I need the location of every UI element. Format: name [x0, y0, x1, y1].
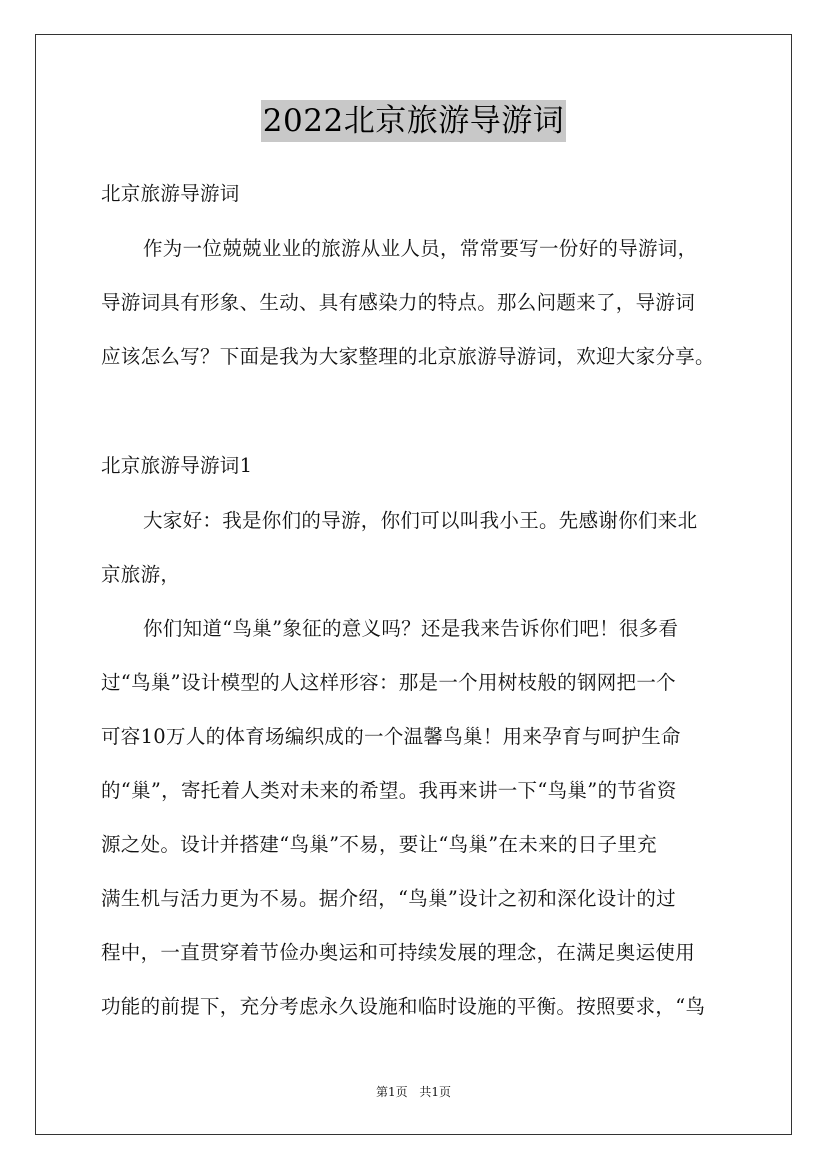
page-footer — [0, 1084, 827, 1100]
paragraph-line: 导游词具有形象、生动、具有感染力的特点。那么问题来了，导游词 — [101, 291, 696, 314]
paragraph-line: 大家好：我是你们的导游，你们可以叫我小王。先感谢你们来北 — [143, 509, 698, 532]
paragraph-line: 可容10万人的体育场编织成的一个温馨鸟巢！用来孕育与呵护生命 — [101, 725, 681, 748]
paragraph-line: 程中，一直贯穿着节俭办奥运和可持续发展的理念，在满足奥运使用 — [101, 941, 696, 964]
paragraph-line: 应该怎么写？下面是我为大家整理的北京旅游导游词，欢迎大家分享。 — [101, 345, 715, 368]
paragraph-line: 过“鸟巢”设计模型的人这样形容：那是一个用树枝般的钢网把一个 — [101, 671, 676, 694]
subtitle: 北京旅游导游词 — [101, 182, 240, 205]
paragraph-line: 京旅游， — [101, 563, 181, 586]
paragraph-line: 满生机与活力更为不易。据介绍，“鸟巢”设计之初和深化设计的过 — [101, 887, 676, 910]
page-number: 第1页 — [375, 1085, 408, 1099]
paragraph-line: 源之处。设计并搭建“鸟巢”不易，要让“鸟巢”在未来的日子里充 — [101, 833, 657, 856]
document-title: 2022北京旅游导游词 — [261, 100, 566, 142]
section-heading: 北京旅游导游词1 — [101, 454, 253, 477]
document-title-wrap — [0, 100, 827, 142]
page-total: 共1页 — [419, 1085, 452, 1099]
paragraph-line: 的“巢”，寄托着人类对未来的希望。我再来讲一下“鸟巢”的节省资 — [101, 779, 677, 802]
paragraph-line: 功能的前提下，充分考虑永久设施和临时设施的平衡。按照要求，“鸟 — [101, 995, 706, 1018]
paragraph-line: 你们知道“鸟巢”象征的意义吗？还是我来告诉你们吧！很多看 — [143, 617, 679, 640]
paragraph-line: 作为一位兢兢业业的旅游从业人员，常常要写一份好的导游词， — [143, 237, 698, 260]
